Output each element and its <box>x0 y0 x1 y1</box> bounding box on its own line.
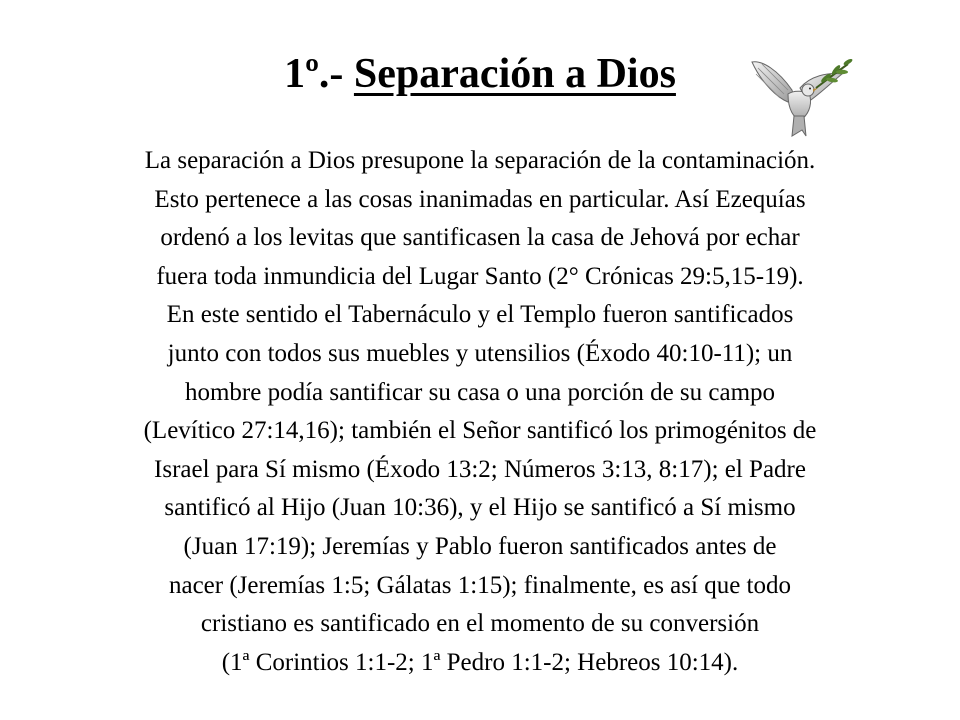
body-line: nacer (Jeremías 1:5; Gálatas 1:15); finalmente, es así que todo <box>168 571 791 599</box>
body-line: ordenó a los levitas que santificasen la casa de Jehová por echar <box>160 224 800 252</box>
body-line: cristiano es santificado en el momento de su conversión <box>200 610 760 638</box>
body-line: En este sentido el Tabernáculo y el Templo fueron santificados <box>166 301 794 329</box>
dove-with-olive-branch-icon <box>748 50 856 140</box>
title-heading: Separación a Dios <box>353 51 676 97</box>
body-line: fuera toda inmundicia del Lugar Santo (2° Crónicas 29:5,15-19). <box>156 262 804 290</box>
body-line: (Juan 17:19); Jeremías y Pablo fueron santificados antes de <box>183 532 777 560</box>
body-line: (1ª Corintios 1:1-2; 1ª Pedro 1:1-2; Hebreos 10:14). <box>221 648 739 676</box>
body-line: Israel para Sí mismo (Éxodo 13:2; Números 3:13, 8:17); el Padre <box>154 455 806 483</box>
body-line: junto con todos sus muebles y utensilios (Éxodo 40:10-11); un <box>167 339 793 367</box>
title-number: 1º.- <box>284 51 354 97</box>
body-line: La separación a Dios presupone la separación de la contaminación. <box>144 147 816 174</box>
body-line: (Levítico 27:14,16); también el Señor santificó los primogénitos de <box>143 417 817 445</box>
body-line: hombre podía santificar su casa o una porción de su campo <box>184 378 776 406</box>
body-line: santificó al Hijo (Juan 10:36), y el Hijo se santificó a Sí mismo <box>164 494 796 522</box>
body-line: Esto pertenece a las cosas inanimadas en particular. Así Ezequías <box>154 185 806 213</box>
slide-body <box>40 142 920 682</box>
